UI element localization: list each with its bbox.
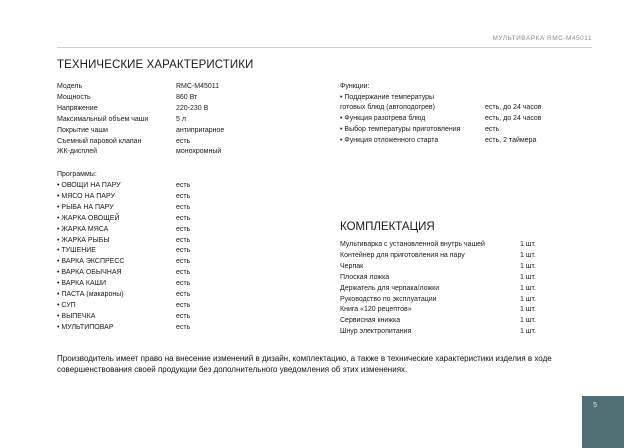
program-label: • ВАРКА КАШИ — [57, 280, 107, 288]
program-row — [57, 192, 190, 203]
spec-row — [57, 82, 224, 93]
function-value: есть, до 24 часов — [485, 104, 542, 111]
program-value: есть — [176, 291, 191, 299]
spec-label: Покрытие чаши — [57, 126, 108, 134]
programs-title: Программы: — [57, 171, 97, 178]
program-row — [57, 203, 190, 214]
program-label: • ОВОЩИ НА ПАРУ — [57, 182, 121, 189]
program-row — [57, 246, 190, 257]
kit-item-value: 1 шт. — [520, 273, 536, 281]
program-label: • ВЫПЕЧКА — [57, 312, 96, 320]
kit-item-value: 1 шт. — [520, 306, 536, 314]
spec-label: ЖК-дисплей — [57, 148, 98, 156]
spec-row — [57, 126, 224, 137]
program-value: есть — [176, 258, 191, 266]
function-row — [340, 136, 542, 147]
program-row — [57, 312, 190, 323]
kit-item-row — [340, 305, 536, 316]
page-number: 5 — [593, 402, 597, 409]
kit-item-label: Книга «120 рецептов» — [340, 306, 412, 314]
program-row — [57, 214, 190, 225]
kit-item-label: Шнур электропитания — [340, 328, 412, 336]
program-label: • ПАСТА (макароны) — [57, 291, 124, 299]
program-row — [57, 279, 190, 290]
kit-item-row — [340, 316, 536, 327]
functions-title: Функции: — [340, 83, 370, 90]
kit-item-value: 1 шт. — [520, 317, 536, 325]
function-label: готовых блюд (автоподогрев) — [340, 104, 435, 111]
spec-label: Съемный паровой клапан — [57, 137, 142, 145]
specs-table — [57, 82, 224, 158]
program-row — [57, 323, 190, 334]
program-label: • МУЛЬТИПОВАР — [57, 323, 114, 331]
kit-table — [340, 240, 536, 338]
program-row — [57, 301, 190, 312]
program-value: есть — [176, 225, 191, 233]
program-value: есть — [176, 203, 191, 211]
program-label: • ЖАРКА МЯСА — [57, 225, 109, 233]
kit-item-row — [340, 251, 536, 262]
spec-value: RMC-M45011 — [176, 83, 220, 90]
kit-item-label: Руководство по эксплуатации — [340, 295, 437, 303]
spec-row — [57, 93, 224, 104]
header-rule — [57, 47, 592, 48]
kit-item-value: 1 шт. — [520, 251, 536, 259]
kit-item-row — [340, 327, 536, 338]
kit-item-label: Мультиварка с установленной внутрь чашей — [340, 241, 485, 248]
program-label: • РЫБА НА ПАРУ — [57, 203, 114, 211]
spec-label: Модель — [57, 83, 83, 90]
program-label: • ВАРКА ЭКСПРЕСС — [57, 258, 125, 266]
program-value: есть — [176, 323, 191, 331]
function-value: есть — [485, 125, 500, 133]
spec-value: антипригарное — [176, 126, 225, 134]
program-label: • ЖАРКА РЫБЫ — [57, 236, 110, 244]
program-label: • ТУШЕНИЕ — [57, 247, 96, 255]
kit-item-label: Держатель для черпака/ложки — [340, 284, 440, 292]
specs-title: ТЕХНИЧЕСКИЕ ХАРАКТЕРИСТИКИ — [57, 59, 254, 71]
program-value: есть — [176, 280, 191, 288]
functions-table — [340, 103, 542, 147]
program-value: есть — [176, 214, 191, 222]
programs-table — [57, 181, 190, 334]
kit-item-value: 1 шт. — [520, 328, 536, 336]
kit-item-row — [340, 295, 536, 306]
program-value: есть — [176, 312, 191, 320]
program-row — [57, 268, 190, 279]
disclaimer-note: Производитель имеет право на внесение изменений в дизайн, комплектацию, а также в технические характеристики изделия в ходе совершенствования своей продукции без дополнительного уведомления об этих изменениях. — [57, 354, 552, 374]
program-row — [57, 181, 190, 192]
program-row — [57, 290, 190, 301]
function-row — [340, 114, 542, 125]
function-row — [340, 103, 542, 114]
kit-item-label: Контейнер для приготовления на пару — [340, 251, 465, 259]
spec-row — [57, 115, 224, 126]
kit-title: КОМПЛЕКТАЦИЯ — [340, 221, 435, 233]
function-value: есть, 2 таймера — [485, 136, 537, 144]
spec-value: 220-230 В — [176, 104, 209, 112]
spec-row — [57, 147, 224, 158]
spec-row — [57, 104, 224, 115]
spec-value: есть — [176, 137, 191, 145]
kit-item-row — [340, 284, 536, 295]
kit-item-label: Сервисная книжка — [340, 317, 401, 325]
spec-label: Напряжение — [57, 104, 98, 112]
program-value: есть — [176, 269, 191, 277]
kit-item-value: 1 шт. — [520, 295, 536, 303]
spec-value: 5 л — [176, 115, 186, 123]
program-value: есть — [176, 247, 191, 255]
function-value: есть, до 24 часов — [485, 114, 542, 122]
kit-item-label: Плоская ложка — [340, 273, 390, 281]
kit-item-label: Черпак — [340, 262, 364, 270]
kit-item-value: 1 шт. — [520, 262, 536, 270]
spec-label: Максимальный объем чаши — [57, 115, 149, 123]
spec-value: монохромный — [176, 148, 222, 156]
function-row — [340, 125, 542, 136]
kit-item-row — [340, 262, 536, 273]
program-value: есть — [176, 301, 191, 309]
kit-item-row — [340, 273, 536, 284]
kit-item-value: 1 шт. — [520, 241, 536, 248]
program-label: • ЖАРКА ОВОЩЕЙ — [57, 214, 120, 222]
program-label: • СУП — [57, 301, 76, 309]
program-row — [57, 225, 190, 236]
function-label: • Функция отложенного старта — [340, 136, 439, 144]
brand-header: МУЛЬТИВАРКА RMC-M45011 — [492, 35, 592, 42]
page-sidebar — [582, 396, 624, 448]
kit-item-value: 1 шт. — [520, 284, 536, 292]
program-value: есть — [176, 182, 191, 189]
program-row — [57, 236, 190, 247]
spec-value: 860 Вт — [176, 93, 198, 101]
program-label: • ВАРКА ОБЫЧНАЯ — [57, 269, 122, 277]
spec-label: Мощность — [57, 93, 91, 101]
program-value: есть — [176, 192, 191, 200]
program-value: есть — [176, 236, 191, 244]
spec-row — [57, 137, 224, 148]
function-label: • Функция разогрева блюд — [340, 114, 426, 122]
program-row — [57, 257, 190, 268]
functions-line: • Поддержание температуры — [340, 94, 435, 101]
function-label: • Выбор температуры приготовления — [340, 125, 461, 133]
kit-item-row — [340, 240, 536, 251]
program-label: • МЯСО НА ПАРУ — [57, 192, 115, 200]
